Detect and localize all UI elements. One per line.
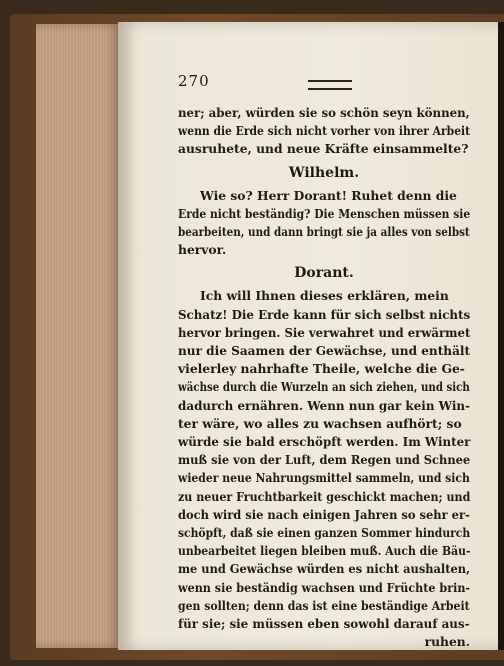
text-line-last: ruhen. [424,634,470,650]
text-line: bearbeiten, und dann bringt sie ja alles von selbst [178,224,470,240]
text-line: Erde nicht beständig? Die Menschen müssen sie [178,205,471,221]
text-line: gen sollten; denn das ist eine beständige Arbeit [178,597,470,613]
text-line: muß sie von der Luft, dem Regen und Schnee [178,452,471,468]
gutter-shadow [498,22,504,650]
text-line: schöpft, daß sie einen ganzen Sommer hindurch [178,525,471,541]
text-line: hervor bringen. Sie verwahret und erwärmet [178,324,471,340]
text-line: hervor. [178,242,227,258]
page-header [178,72,478,92]
page-edges [36,24,122,648]
text-line: Ich will Ihnen dieses erklären, mein [200,288,449,304]
text-line: ausruhete, und neue Kräfte einsammelte? [178,141,469,157]
text-line: Wie so? Herr Dorant! Ruhet denn die [200,187,457,203]
text-line: wenn sie beständig wachsen und Früchte brin- [178,579,471,595]
header-ornament [308,80,352,90]
text-line: nur die Saamen der Gewächse, und enthält [178,343,471,359]
text-line: zu neuer Fruchtbarkeit geschickt machen; und [178,488,471,504]
text-line: doch wird sie nach einigen Jahren so sehr er- [178,506,470,522]
text-line: vielerley nahrhafte Theile, welche die Ge- [178,361,465,377]
text-line: unbearbeitet liegen bleiben muß. Auch die Bäu- [178,543,471,559]
text-line: dadurch ernähren. Wenn nun gar kein Win- [178,397,470,413]
page-number: 270 [178,72,210,90]
text-line: ter wäre, wo alles zu wachsen aufhört; so [178,415,462,431]
text-line: Schatz! Die Erde kann für sich selbst nichts [178,306,471,322]
page-text [178,104,470,651]
text-line: wieder neue Nahrungsmittel sammeln, und sich [178,470,470,486]
speaker-heading-dorant: Dorant. [294,265,354,282]
text-line: würde sie bald erschöpft werden. Im Winter [178,434,471,450]
text-line: wächse durch die Wurzeln an sich ziehen, und sich [178,379,470,395]
speaker-heading-wilhelm: Wilhelm. [288,164,360,181]
text-line: ner; aber, würden sie so schön seyn können, [178,105,470,120]
text-line: für sie; sie müssen eben sowohl darauf aus- [178,616,470,632]
text-line: wenn die Erde sich nicht vorher von ihrer Arbeit [178,123,471,139]
text-line: me und Gewächse würden es nicht aushalten, [178,561,471,577]
